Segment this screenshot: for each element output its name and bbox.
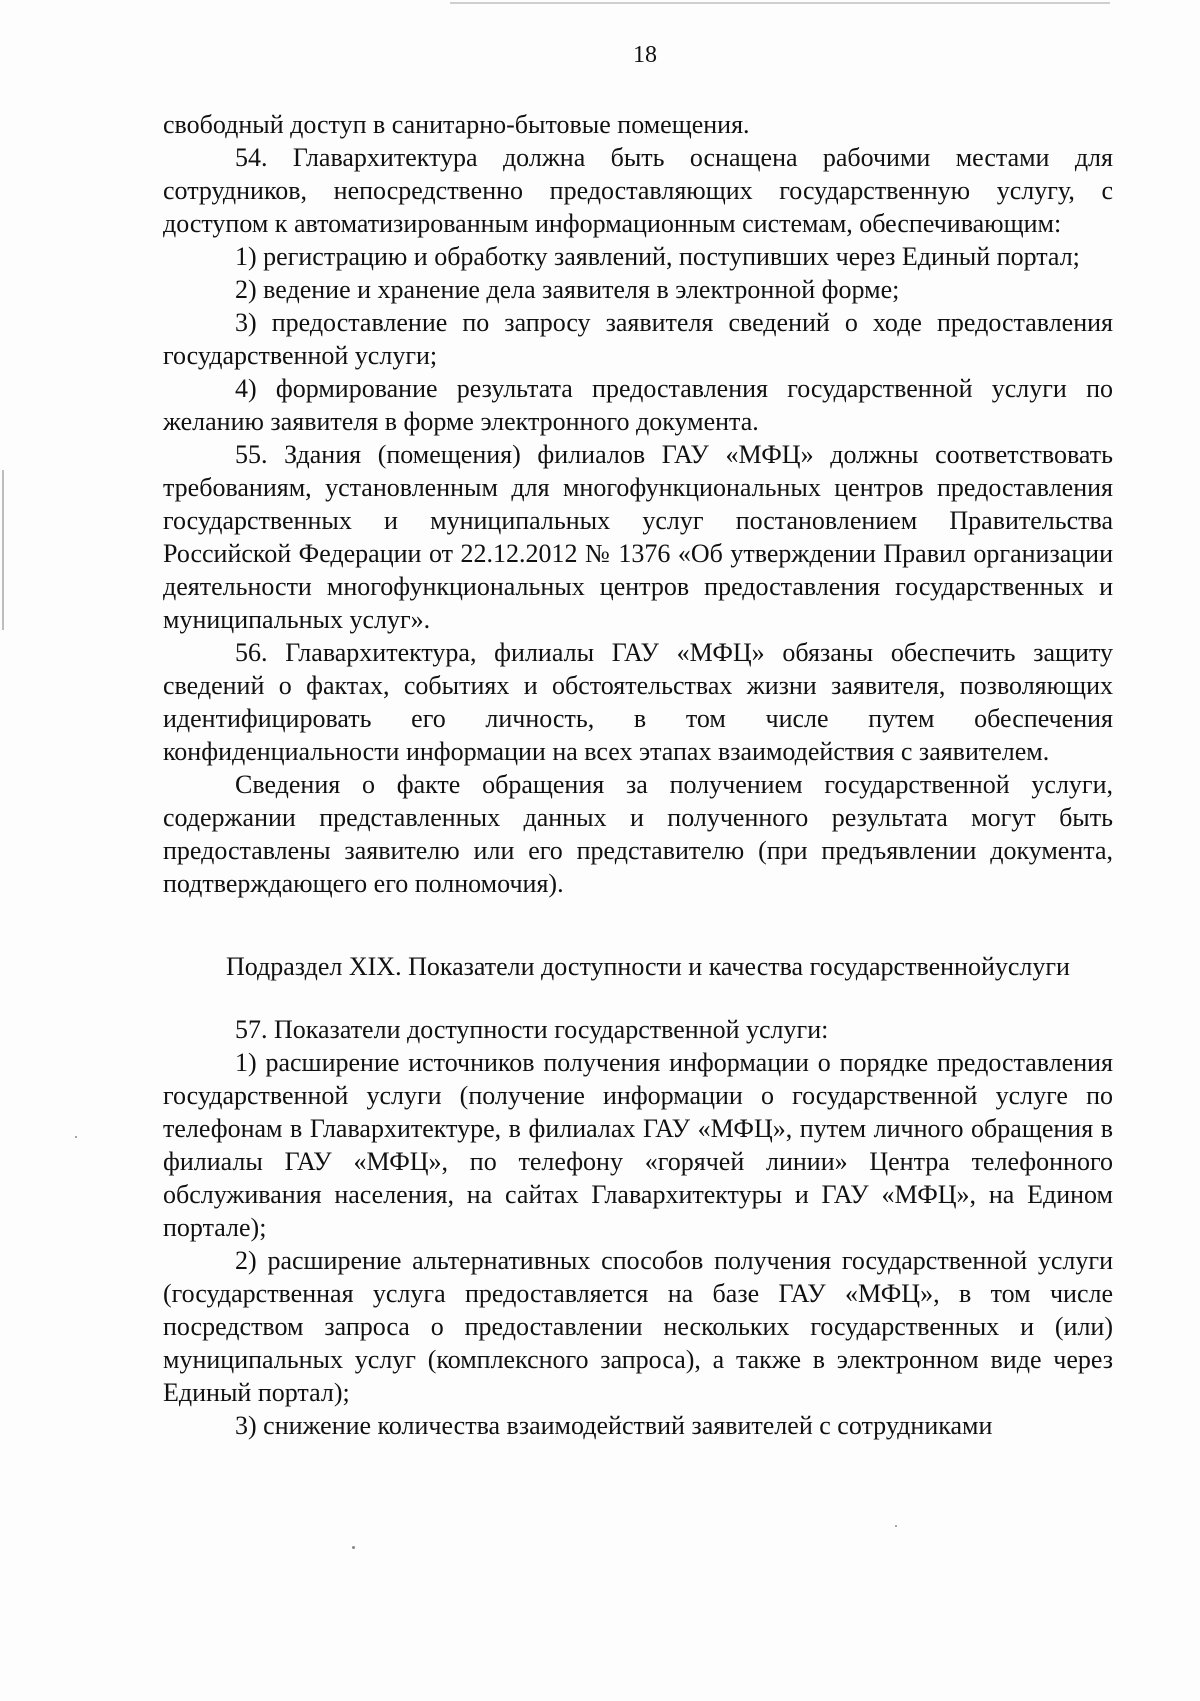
paragraph-item-55: 55. Здания (помещения) филиалов ГАУ «МФЦ» должны соответствовать требованиям, установленным для многофункциональных центров предоставления государственных и муниципальных услуг постановлением Правительства Российской Федерации от 22.12.2012 № 1376 «Об утверждении Правил организации деятельности многофункциональных центров предоставления государственных и муниципальных услуг». — [163, 440, 1113, 634]
list-item-2: 2) расширение альтернативных способов получения государственной услуги (государственная услуга предоставляется на базе ГАУ «МФЦ», в том числе посредством запроса о предоставлении нескольких государственных и (или) муниципальных услуг (комплексного запроса), а также в электронном виде через Единый портал); — [163, 1246, 1113, 1407]
paragraph: Сведения о факте обращения за получением государственной услуги, содержании представленных данных и полученного результата могут быть предоставлены заявителю или его представителю (при предъявлении документа, подтверждающего его полномочия). — [163, 770, 1113, 898]
list-item-3: 3) снижение количества взаимодействий заявителей с сотрудниками — [235, 1411, 993, 1440]
list-item-2: 2) ведение и хранение дела заявителя в электронной форме; — [235, 275, 900, 304]
scan-speck — [352, 1546, 355, 1549]
scan-border-left — [2, 470, 4, 630]
list-item-1: 1) расширение источников получения информации о порядке предоставления государственной услуги (получение информации о государственной услуге по телефонам в Главархитектуре, в филиалах ГАУ «МФЦ», путем личного обращения в филиалы ГАУ «МФЦ», по телефону «горячей линии» Центра телефонного обслуживания населения, на сайтах Главархитектуры и ГАУ «МФЦ», на Едином портале); — [163, 1048, 1113, 1242]
paragraph-item-56: 56. Главархитектура, филиалы ГАУ «МФЦ» обязаны обеспечить защиту сведений о фактах, событиях и обстоятельствах жизни заявителя, позволяющих идентифицировать его личность, в том числе путем обеспечения конфиденциальности информации на всех этапах взаимодействия с заявителем. — [163, 638, 1113, 766]
section-heading: Подраздел XIX. Показатели доступности и качества государственнойуслуги — [226, 952, 1070, 981]
list-item-1: 1) регистрацию и обработку заявлений, поступивших через Единый портал; — [235, 242, 1080, 271]
scan-speck — [895, 1525, 897, 1527]
paragraph-item-57: 57. Показатели доступности государственной услуги: — [235, 1015, 829, 1044]
list-item-3: 3) предоставление по запросу заявителя сведений о ходе предоставления государственной услуги; — [163, 308, 1113, 370]
scan-border-top — [450, 2, 1110, 4]
list-item-4: 4) формирование результата предоставления государственной услуги по желанию заявителя в форме электронного документа. — [163, 374, 1113, 436]
paragraph: свободный доступ в санитарно-бытовые помещения. — [163, 110, 750, 139]
document-body — [163, 108, 1113, 1442]
paragraph-item-54: 54. Главархитектура должна быть оснащена рабочими местами для сотрудников, непосредственно предоставляющих государственную услугу, с доступом к автоматизированным информационным системам, обеспечивающим: — [163, 143, 1113, 238]
page-number: 18 — [633, 42, 657, 68]
scan-speck — [75, 1136, 77, 1138]
